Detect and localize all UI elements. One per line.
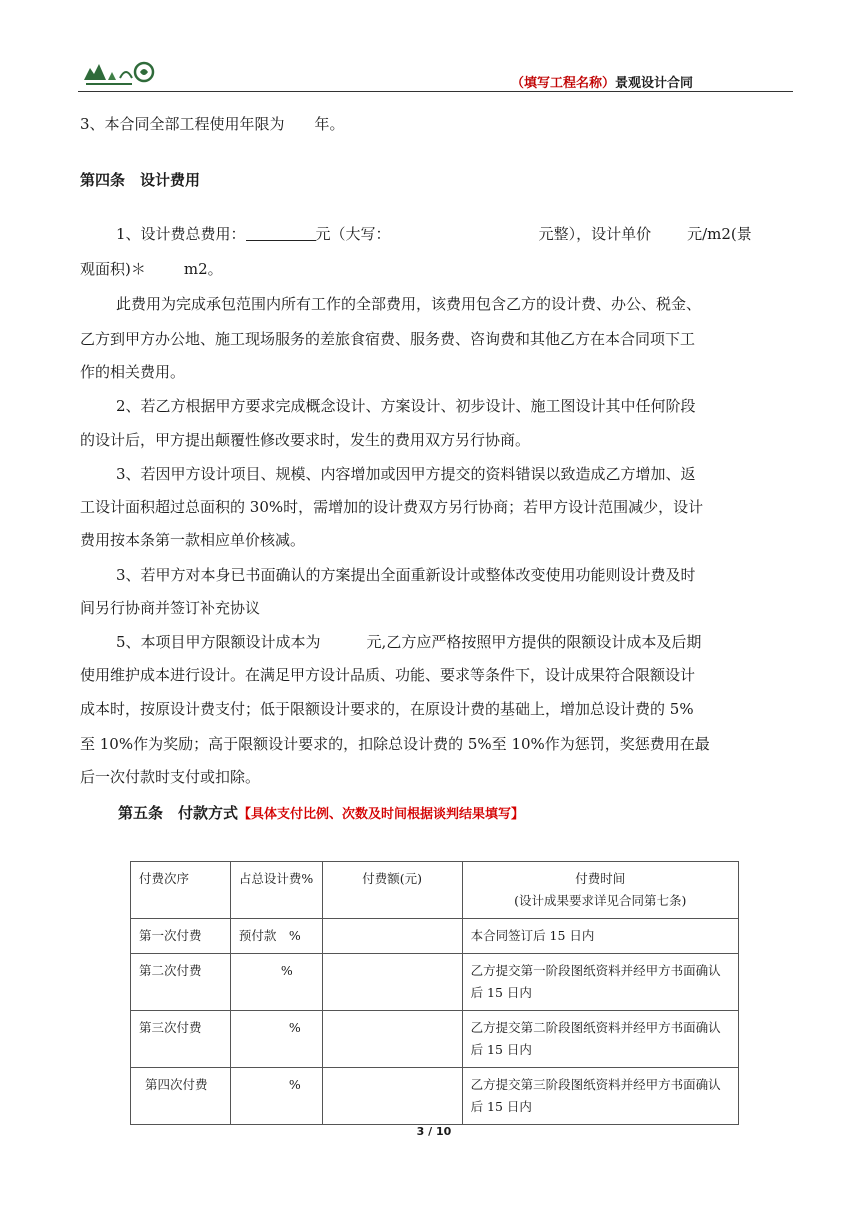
clause-5-line-2: 使用维护成本进行设计。在满足甲方设计品质、功能、要求等条件下，设计成果符合限额设计	[80, 666, 696, 684]
table-cell: 乙方提交第二阶段图纸资料并经甲方书面确认后 15 日内	[462, 1011, 738, 1068]
table-header-cell: 占总设计费%	[230, 862, 322, 919]
table-cell: 本合同签订后 15 日内	[462, 919, 738, 954]
header-divider	[78, 91, 793, 92]
table-cell	[322, 954, 462, 1011]
fee-area-line: 观面积)＊ m2。	[80, 260, 223, 278]
clause-3b-line-2: 间另行协商并签订补充协议	[80, 599, 261, 617]
scope-para-1: 此费用为完成承包范围内所有工作的全部费用，该费用包含乙方的设计费、办公、税金、	[116, 295, 702, 313]
table-header-cell: 付费次序	[131, 862, 231, 919]
table-cell: %	[230, 1068, 322, 1125]
clause-5-line-5: 后一次付款时支付或扣除。	[80, 768, 261, 786]
article-4-heading: 第四条 设计费用	[80, 171, 201, 189]
pay-time-header: 付费时间	[575, 871, 626, 886]
table-row	[131, 919, 739, 954]
table-row	[131, 1011, 739, 1068]
clause-3a-line-1: 3、若因甲方设计项目、规模、内容增加或因甲方提交的资料错误以致造成乙方增加、返	[116, 465, 696, 483]
table-header-cell	[462, 862, 738, 919]
table-cell: %	[230, 954, 322, 1011]
pay-time-subheader: (设计成果要求详见合同第七条)	[514, 893, 687, 908]
table-cell	[322, 1011, 462, 1068]
scope-para-3: 作的相关费用。	[80, 363, 186, 381]
clause-3b-line-1: 3、若甲方对本身已书面确认的方案提出全面重新设计或整体改变使用功能则设计费及时	[116, 566, 696, 584]
table-cell: 第三次付费	[131, 1011, 231, 1068]
table-cell	[322, 1068, 462, 1125]
clause-3a-line-3: 费用按本条第一款相应单价核减。	[80, 531, 306, 549]
table-cell: %	[230, 1011, 322, 1068]
table-cell: 第二次付费	[131, 954, 231, 1011]
clause-2-line-2: 的设计后，甲方提出颠覆性修改要求时，发生的费用双方另行协商。	[80, 431, 531, 449]
clause-5-line-4: 至 10%作为奖励；高于限额设计要求的，扣除总设计费的 5%至 10%作为惩罚，奖惩费用在最	[80, 735, 710, 753]
header-title: （填写工程名称）景观设计合同	[510, 76, 693, 91]
table-cell	[322, 919, 462, 954]
table-cell: 第一次付费	[131, 919, 231, 954]
table-header-row	[131, 862, 739, 919]
table-row	[131, 954, 739, 1011]
clause-5-line-1: 5、本项目甲方限额设计成本为 元,乙方应严格按照甲方提供的限额设计成本及后期	[116, 633, 702, 651]
table-header-cell: 付费额(元)	[322, 862, 462, 919]
table-cell: 预付款 %	[230, 919, 322, 954]
table-cell: 第四次付费	[131, 1068, 231, 1125]
clause-5-line-3: 成本时，按原设计费支付；低于限额设计要求的，在原设计费的基础上，增加总设计费的 5%	[80, 700, 694, 718]
article-5-heading: 第五条 付款方式【具体支付比例、次数及时间根据谈判结果填写】	[118, 804, 525, 822]
table-row	[131, 1068, 739, 1125]
clause-3a-line-2: 工设计面积超过总面积的 30%时，需增加的设计费双方另行协商；若甲方设计范围减少，设计	[80, 498, 704, 516]
table-cell: 乙方提交第三阶段图纸资料并经甲方书面确认后 15 日内	[462, 1068, 738, 1125]
scope-para-2: 乙方到甲方办公地、施工现场服务的差旅食宿费、服务费、咨询费和其他乙方在本合同项下工	[80, 330, 696, 348]
clause-use-years: 3、本合同全部工程使用年限为 年。	[80, 115, 345, 133]
payment-table	[130, 861, 739, 1125]
page-number: 3 / 10	[416, 1125, 452, 1138]
company-logo	[82, 58, 162, 88]
fee-total-line: 1、设计费总费用： 元（大写： 元整），设计单价 元/m2(景	[116, 225, 752, 243]
clause-2-line-1: 2、若乙方根据甲方要求完成概念设计、方案设计、初步设计、施工图设计其中任何阶段	[116, 397, 696, 415]
table-cell: 乙方提交第一阶段图纸资料并经甲方书面确认后 15 日内	[462, 954, 738, 1011]
